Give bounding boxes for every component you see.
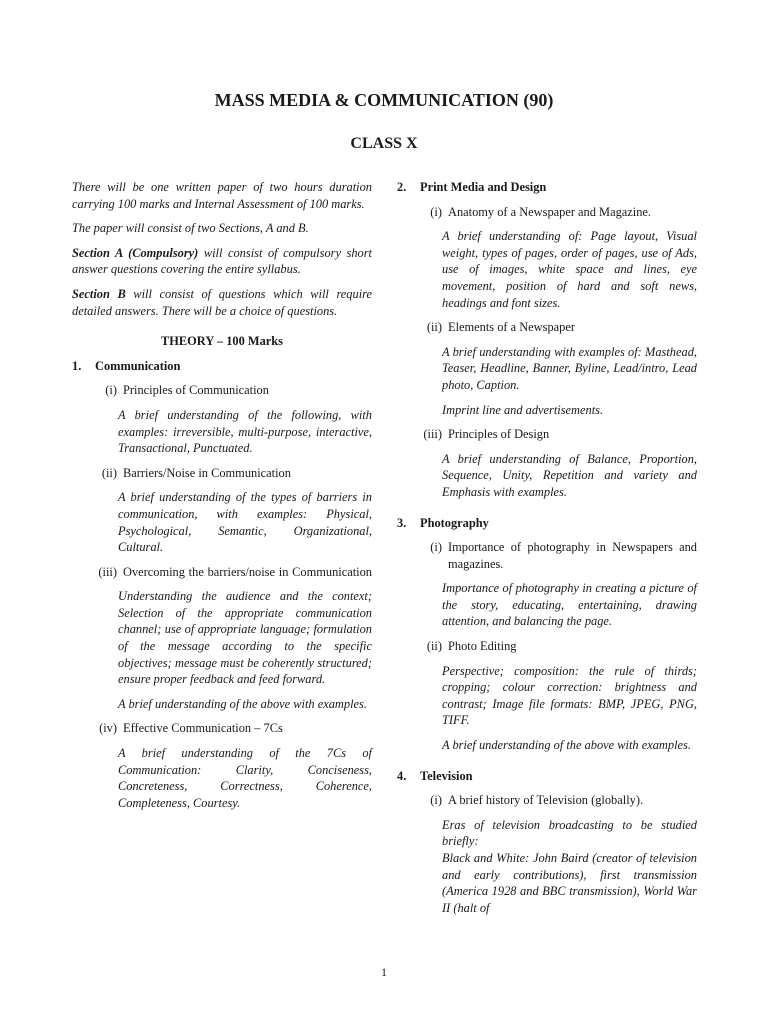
topic-heading: [92, 564, 372, 581]
section-heading: [397, 515, 697, 532]
section-number: 2.: [397, 180, 407, 194]
section-communication: [72, 358, 372, 812]
page-number: 1: [381, 965, 387, 979]
topic-number: (i): [430, 540, 442, 555]
topic-description: A brief understanding of: Page layout, Visual weight, types of pages, order of pages, use of Ads, use of images, white space and lines, eye movement, position of hard and soft news, headings and font sizes.: [442, 229, 697, 310]
topic-item: [92, 720, 372, 811]
topic-heading: [418, 319, 697, 336]
section-a-text: will consist of compulsory short answer questions covering the entire syllabus.: [72, 245, 372, 277]
topic-number: (ii): [426, 639, 442, 654]
left-column: [72, 179, 372, 825]
topic-item: [92, 465, 372, 556]
intro-paragraph-sections: The paper will consist of two Sections, A and B.: [72, 221, 309, 236]
topic-title: A brief history of Television (globally).: [448, 793, 644, 808]
topic-description: A brief understanding of the above with examples.: [442, 738, 691, 753]
document-subtitle: CLASS X: [350, 135, 418, 152]
topic-description: A brief understanding with examples of: Masthead, Teaser, Headline, Banner, Byline, Lead/intro, Lead photo, Caption.: [442, 344, 697, 392]
section-number: 3.: [397, 515, 407, 530]
topic-description: A brief understanding of Balance, Proportion, Sequence, Unity, Repetition and variety and Emphasis with examples.: [442, 451, 697, 499]
topic-item: [418, 204, 697, 312]
topic-heading: [418, 204, 697, 221]
section-title: Television: [420, 768, 473, 783]
topic-description: Perspective; composition: the rule of thirds; cropping; colour correction: brightness and contrast; Image file formats: BMP, JPEG, PNG, TIFF.: [442, 663, 697, 728]
topic-title: Anatomy of a Newspaper and Magazine.: [448, 204, 651, 219]
document-title: MASS MEDIA & COMMUNICATION (90): [214, 90, 554, 110]
topic-heading: [92, 382, 372, 399]
topic-heading: [92, 465, 372, 482]
topic-title: Barriers/Noise in Communication: [123, 465, 291, 480]
topic-title: Principles of Communication: [123, 383, 269, 398]
topic-title: Overcoming the barriers/noise in Communication: [123, 564, 372, 579]
topic-number: (iii): [98, 564, 117, 579]
section-b-text: will consist of questions which will require detailed answers. There will be a choice of questions.: [72, 286, 372, 318]
topic-description: Imprint line and advertisements.: [442, 402, 604, 417]
topic-heading: [418, 539, 697, 572]
intro-paragraph-section-b: [72, 286, 372, 319]
right-column: [397, 179, 697, 930]
topic-title: Principles of Design: [448, 427, 550, 442]
topic-number: (i): [430, 204, 442, 219]
topic-number: (i): [430, 793, 442, 808]
intro-block: [72, 179, 372, 319]
section-photography: [397, 515, 697, 754]
topic-heading: [92, 720, 372, 737]
topic-description: Black and White: John Baird (creator of television and early contributions), first transmission (America 1928 and BBC transmission), World War II (halt of: [442, 851, 697, 915]
topic-number: (i): [105, 383, 117, 398]
topic-title: Effective Communication – 7Cs: [123, 721, 283, 736]
topic-title: Importance of photography in Newspapers and magazines.: [448, 540, 697, 571]
topic-heading: [418, 426, 697, 443]
topic-heading: [418, 792, 697, 809]
topic-heading: [418, 638, 697, 655]
topic-description: Eras of television broadcasting to be studied briefly:: [442, 817, 697, 849]
topic-number: (iv): [99, 721, 117, 736]
topic-description: Importance of photography in creating a picture of the story, educating, entertaining, drawing attention, and balancing the page.: [442, 581, 697, 629]
topic-description: A brief understanding of the 7Cs of Communication: Clarity, Conciseness, Concreteness, Correctness, Coherence, Completeness, Courtesy.: [118, 746, 372, 810]
topic-description: Understanding the audience and the context; Selection of the appropriate communication channel; use of appropriate language; formulation of the message according to the specific objectives; message must be coherently structured; ensure proper feedback and feed forward.: [118, 589, 372, 687]
topic-item: [418, 539, 697, 630]
section-television: [397, 768, 697, 917]
topic-item: [418, 792, 697, 916]
topic-description: A brief understanding of the following, with examples: irreversible, multi-purpose, interactive, Transactional, Punctuated.: [118, 407, 372, 456]
section-print-media: [397, 179, 697, 501]
section-title: Photography: [420, 515, 489, 530]
section-number: 1.: [72, 358, 82, 373]
section-heading: [397, 179, 697, 196]
section-heading: [397, 768, 697, 785]
topic-item: [92, 382, 372, 456]
section-title: Print Media and Design: [420, 180, 547, 194]
section-title: Communication: [95, 358, 181, 373]
topic-title: Photo Editing: [448, 639, 517, 654]
topic-number: (iii): [423, 427, 442, 442]
section-b-label: Section B: [72, 286, 126, 301]
topic-number: (ii): [426, 320, 442, 335]
section-heading: [72, 358, 372, 375]
theory-heading: THEORY – 100 Marks: [161, 334, 283, 349]
topic-item: [418, 638, 697, 754]
topic-item: [418, 319, 697, 418]
section-a-label: Section A (Compulsory): [72, 245, 199, 260]
topic-item: [92, 564, 372, 713]
topic-description: A brief understanding of the above with examples.: [118, 696, 367, 711]
intro-paragraph-section-a: [72, 245, 372, 278]
topic-item: [418, 426, 697, 500]
topic-number: (ii): [101, 465, 117, 480]
topic-description: A brief understanding of the types of barriers in communication, with examples: Physical, Psychological, Semantic, Organizational, Cultural.: [118, 490, 372, 555]
section-number: 4.: [397, 768, 407, 783]
topic-title: Elements of a Newspaper: [448, 320, 575, 335]
intro-paragraph-duration: There will be one written paper of two hours duration carrying 100 marks and Internal Assessment of 100 marks.: [72, 180, 372, 211]
